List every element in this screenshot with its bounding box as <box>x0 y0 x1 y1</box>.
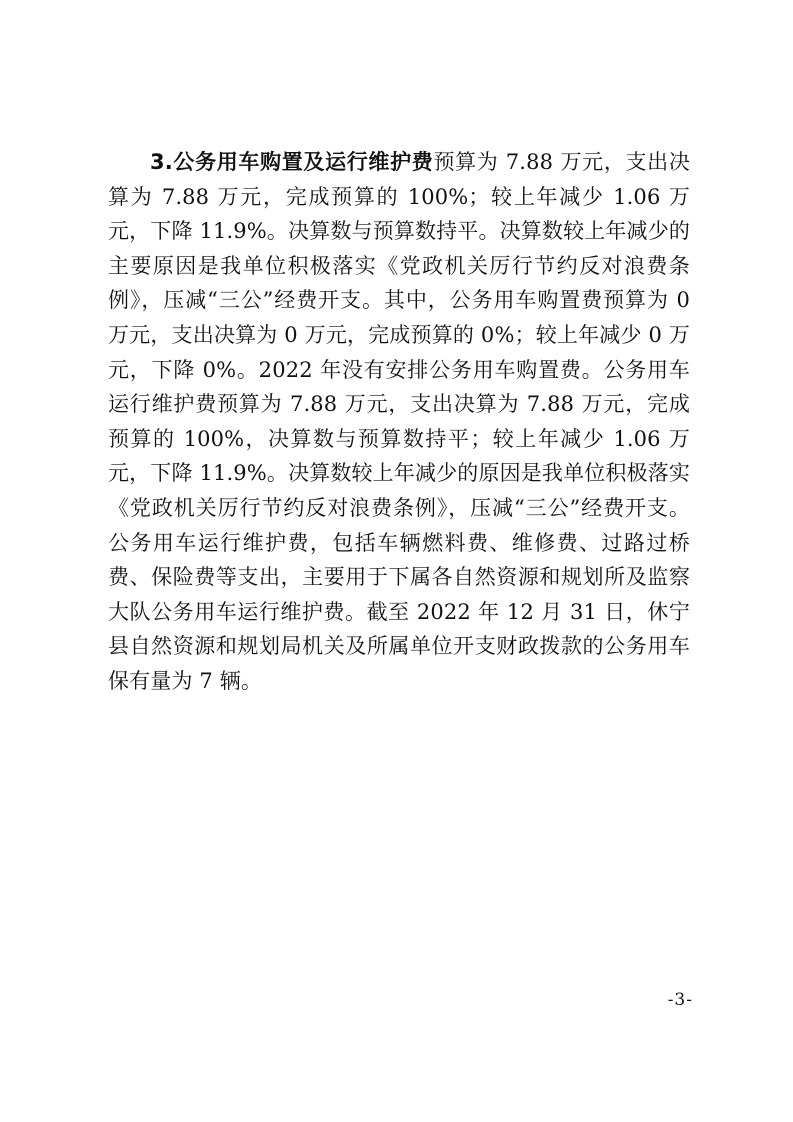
page-number: -3- <box>667 990 693 1010</box>
section-paragraph <box>108 145 690 699</box>
section-body-text: 预算为 7.88 万元，支出决算为 7.88 万元，完成预算的 100%；较上年减少 1.06 万元，下降 11.9%。决算数与预算数持平。决算数较上年减少的主要原因是我单位积极落实《党政机关厉行节约反对浪费条例》，压减“三公”经费开支。其中，公务用车购置费预算为 0 万元，支出决算为 0 万元，完成预算的 0%；较上年减少 0 万元，下降 0%。2022 年没有安排公务用车购置费。公务用车运行维护费预算为 7.88 万元，支出决算为 7.88 万元，完成预算的 100%，决算数与预算数持平；较上年减少 1.06 万元，下降 11.9%。决算数较上年减少的原因是我单位积极落实《党政机关厉行节约反对浪费条例》，压减“三公”经费开支。公务用车运行维护费，包括车辆燃料费、维修费、过路过桥费、保险费等支出，主要用于下属各自然资源和规划所及监察大队公务用车运行维护费。截至 2022 年 12 月 31 日，休宁县自然资源和规划局机关及所属单位开支财政拨款的公务用车保有量为 7 辆。 <box>108 150 690 693</box>
section-heading: 3.公务用车购置及运行维护费 <box>150 150 434 174</box>
